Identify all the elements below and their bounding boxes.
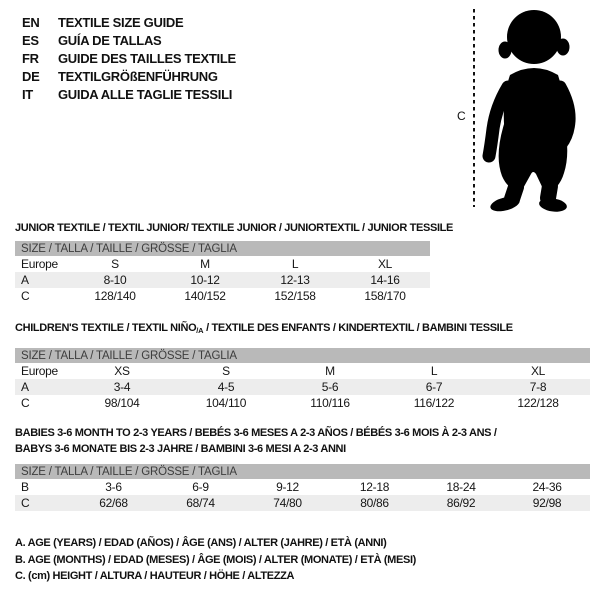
size-cell: L (430, 364, 438, 378)
legend-note-c: C. (cm) HEIGHT / ALTURA / HAUTEUR / HÖHE / ALTEZZA (15, 570, 295, 582)
size-cell: XL (377, 257, 393, 271)
language-row-fr (22, 50, 236, 68)
size-header-row (15, 464, 590, 479)
size-cell: L (291, 257, 299, 271)
row-label: C (21, 289, 30, 303)
size-cell: 24-36 (532, 480, 562, 494)
size-cell: 86/92 (446, 496, 476, 510)
row-label: C (21, 396, 30, 410)
size-header-row (15, 348, 590, 363)
row-label: A (21, 273, 29, 287)
size-header-bar: SIZE / TALLA / TAILLE / GRÖSSE / TAGLIA (15, 464, 590, 479)
size-cell: 6-7 (425, 380, 443, 394)
size-cell: 8-10 (103, 273, 127, 287)
size-header-bar: SIZE / TALLA / TAILLE / GRÖSSE / TAGLIA (15, 348, 590, 363)
size-cell: 92/98 (532, 496, 562, 510)
language-code: ES (22, 33, 39, 48)
table-row-age (15, 379, 590, 395)
guide-title: GUIDA ALLE TAGLIE TESSILI (58, 87, 233, 102)
junior-section-title: JUNIOR TEXTILE / TEXTIL JUNIOR/ TEXTILE JUNIOR / JUNIORTEXTIL / JUNIOR TESSILE (15, 222, 454, 234)
size-cell: 12-18 (359, 480, 390, 494)
table-row-height (15, 395, 590, 411)
baby-silhouette-svg (450, 3, 600, 215)
size-cell: 128/140 (94, 289, 136, 303)
table-row-europe (15, 363, 590, 379)
junior-size-table (15, 241, 430, 304)
size-cell: S (111, 257, 119, 271)
language-code: EN (22, 15, 40, 30)
row-label: C (21, 496, 30, 510)
size-cell: 140/152 (184, 289, 226, 303)
size-cell: 10-12 (190, 273, 220, 287)
row-label: A (21, 380, 29, 394)
size-cell: 122/128 (517, 396, 559, 410)
table-row-height (15, 288, 430, 304)
size-cell: 152/158 (274, 289, 316, 303)
language-code: IT (22, 87, 33, 102)
language-code: DE (22, 69, 40, 84)
size-cell: 9-12 (276, 480, 299, 494)
size-cell: 3-6 (105, 480, 122, 494)
legend-notes (15, 535, 416, 585)
language-row-de (22, 68, 236, 86)
size-cell: 18-24 (446, 480, 476, 494)
language-title-block (22, 14, 236, 104)
baby-figure (450, 3, 600, 215)
size-cell: 62/68 (99, 496, 128, 510)
guide-title: TEXTILE SIZE GUIDE (58, 15, 184, 30)
size-cell: 110/116 (310, 396, 350, 410)
size-cell: 98/104 (104, 396, 140, 410)
size-cell: 68/74 (186, 496, 215, 510)
table-row-age (15, 272, 430, 288)
language-row-es (22, 32, 236, 50)
size-cell: M (325, 364, 335, 378)
babies-section-title (15, 425, 497, 457)
table-row-age-months (15, 479, 590, 495)
children-title-suffix: / TEXTILE DES ENFANTS / KINDERTEXTIL / BAMBINI TESSILE (203, 322, 513, 334)
size-header-bar: SIZE / TALLA / TAILLE / GRÖSSE / TAGLIA (15, 241, 430, 256)
language-code: FR (22, 51, 39, 66)
size-cell: XS (114, 364, 130, 378)
size-cell: 3-4 (113, 380, 131, 394)
language-row-en (22, 14, 236, 32)
guide-title: GUÍA DE TALLAS (58, 33, 162, 48)
children-title-subscript: /A (196, 326, 204, 335)
babies-title-line1: BABIES 3-6 MONTH TO 2-3 YEARS / BEBÉS 3-6 MESES A 2-3 AÑOS / BÉBÉS 3-6 MOIS À 2-3 ANS / (15, 427, 497, 439)
children-section-title (15, 322, 513, 335)
row-label: Europe (21, 364, 58, 378)
legend-note-a: A. AGE (YEARS) / EDAD (AÑOS) / ÂGE (ANS) / ALTER (JAHRE) / ETÀ (ANNI) (15, 537, 387, 549)
height-label-c: C (457, 109, 466, 123)
guide-title: GUIDE DES TAILLES TEXTILE (58, 51, 236, 66)
size-cell: 158/170 (364, 289, 406, 303)
size-cell: S (222, 364, 230, 378)
size-cell: 5-6 (321, 380, 339, 394)
children-title-prefix: CHILDREN'S TEXTILE / TEXTIL NIÑO (15, 322, 197, 334)
size-cell: 12-13 (280, 273, 310, 287)
babies-size-table (15, 464, 590, 511)
size-cell: 116/122 (413, 396, 455, 410)
size-header-row (15, 241, 430, 256)
legend-note-b: B. AGE (MONTHS) / EDAD (MESES) / ÂGE (MOIS) / ALTER (MONATE) / ETÀ (MESI) (15, 553, 416, 566)
guide-title: TEXTILGRÖßENFÜHRUNG (58, 69, 218, 84)
size-cell: 74/80 (273, 496, 302, 510)
size-cell: M (200, 257, 210, 271)
table-row-europe (15, 256, 430, 272)
baby-silhouette (489, 10, 570, 214)
size-cell: XL (530, 364, 546, 378)
babies-title-line2: BABYS 3-6 MONATE BIS 2-3 JAHRE / BAMBINI 3-6 MESI A 2-3 ANNI (15, 443, 346, 455)
row-label: Europe (21, 257, 58, 271)
table-row-height (15, 495, 590, 511)
row-label: B (21, 480, 29, 494)
language-row-it (22, 86, 236, 104)
size-cell: 6-9 (192, 480, 209, 494)
size-cell: 104/110 (205, 396, 247, 410)
size-cell: 7-8 (529, 380, 547, 394)
children-size-table (15, 348, 590, 411)
size-cell: 4-5 (217, 380, 235, 394)
size-cell: 14-16 (370, 273, 400, 287)
size-cell: 80/86 (360, 496, 389, 510)
